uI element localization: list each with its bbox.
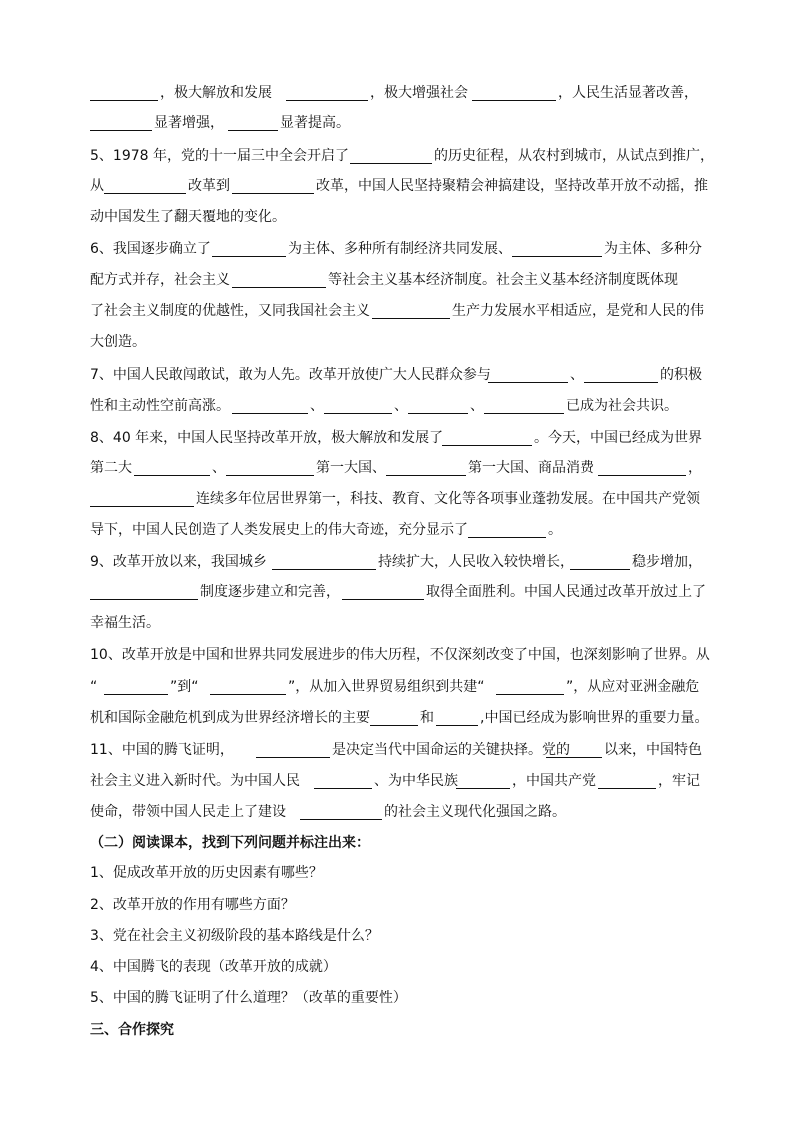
text-segment: 3、党在社会主义初级阶段的基本路线是什么？ xyxy=(90,928,379,944)
fill-in-blank[interactable] xyxy=(324,413,392,414)
text-segment: ,中国已经成为影响世界的重要力量。 xyxy=(480,710,709,726)
fill-in-blank[interactable] xyxy=(104,694,168,695)
text-segment: 、 xyxy=(394,398,408,414)
fill-in-blank[interactable] xyxy=(134,475,210,476)
text-segment: 稳步增加， xyxy=(632,554,702,570)
fill-in-blank[interactable] xyxy=(232,193,314,194)
fill-in-blank[interactable] xyxy=(212,256,286,257)
fill-in-blank[interactable] xyxy=(256,757,330,758)
fill-in-blank[interactable] xyxy=(512,256,602,257)
text-segment: 。今天，中国已经成为世界 xyxy=(534,430,702,446)
text-segment: 的历史征程，从农村到城市，从试点到推广， xyxy=(434,148,714,164)
text-segment: 的积极 xyxy=(660,367,702,383)
text-segment: 5、1978 年，党的十一届三中全会开启了 xyxy=(90,148,349,164)
fill-in-blank[interactable] xyxy=(598,788,656,789)
text-segment: 8、40 年来，中国人民坚持改革开放，极大解放和发展了 xyxy=(90,430,444,446)
text-segment: 显著提高。 xyxy=(280,115,350,131)
text-segment: “ xyxy=(90,679,98,695)
text-segment: 是决定当代中国命运的关键抉择。党的 xyxy=(332,742,570,758)
text-segment: 幸福生活。 xyxy=(90,615,160,631)
text-segment: 制度逐步建立和完善， xyxy=(200,584,340,600)
fill-in-blank[interactable] xyxy=(104,193,186,194)
fill-in-blank[interactable] xyxy=(272,569,376,570)
text-segment: ， xyxy=(688,460,702,476)
text-segment: 已成为社会共识。 xyxy=(566,398,678,414)
text-segment: 显著增强， xyxy=(154,115,224,131)
text-segment: 生产力发展水平相适应，是党和人民的伟 xyxy=(452,303,704,319)
text-segment: 取得全面胜利。中国人民通过改革开放过上了 xyxy=(426,584,706,600)
text-segment: 、 xyxy=(212,460,226,476)
text-segment: 4、中国腾飞的表现（改革开放的成就） xyxy=(90,959,337,975)
text-segment: 等社会主义基本经济制度。社会主义基本经济制度既体现 xyxy=(328,272,678,288)
fill-in-blank[interactable] xyxy=(456,788,510,789)
fill-in-blank[interactable] xyxy=(472,100,556,101)
text-segment: 使命，带领中国人民走上了建设 xyxy=(90,804,286,820)
text-segment: 第二大 xyxy=(90,460,132,476)
fill-in-blank[interactable] xyxy=(584,382,658,383)
fill-in-blank[interactable] xyxy=(370,725,418,726)
text-segment: 、为中华民族 xyxy=(374,773,458,789)
fill-in-blank[interactable] xyxy=(350,163,432,164)
text-segment: 。 xyxy=(548,522,562,538)
text-segment: ”，从加入世界贸易组织到共建“ xyxy=(288,679,485,695)
fill-in-blank[interactable] xyxy=(90,506,194,507)
text-segment: 第一大国、商品消费 xyxy=(468,460,594,476)
text-segment: 2、改革开放的作用有哪些方面？ xyxy=(90,897,295,913)
fill-in-blank[interactable] xyxy=(484,413,564,414)
fill-in-blank[interactable] xyxy=(232,287,326,288)
fill-in-blank[interactable] xyxy=(232,413,308,414)
text-segment: 连续多年位居世界第一，科技、教育、文化等各项事业蓬勃发展。在中国共产党领 xyxy=(196,491,700,507)
text-segment: ，极大解放和发展 xyxy=(160,85,272,101)
fill-in-blank[interactable] xyxy=(90,130,152,131)
text-segment: 从 xyxy=(90,178,104,194)
text-segment: 、 xyxy=(310,398,324,414)
text-segment: 动中国发生了翻天覆地的变化。 xyxy=(90,209,286,225)
text-segment: 为主体、多种分 xyxy=(604,241,702,257)
text-segment: ”到“ xyxy=(170,679,199,695)
fill-in-blank[interactable] xyxy=(226,475,314,476)
fill-in-blank[interactable] xyxy=(442,445,532,446)
text-segment: 三、合作探究 xyxy=(90,1022,174,1038)
fill-in-blank[interactable] xyxy=(210,694,286,695)
text-segment: 1、促成改革开放的历史因素有哪些？ xyxy=(90,865,323,881)
text-segment: 6、我国逐步确立了 xyxy=(90,241,211,257)
fill-in-blank[interactable] xyxy=(286,100,368,101)
fill-in-blank[interactable] xyxy=(342,599,424,600)
fill-in-blank[interactable] xyxy=(436,725,478,726)
text-segment: 大创造。 xyxy=(90,334,146,350)
text-segment: 改革到 xyxy=(188,178,230,194)
fill-in-blank[interactable] xyxy=(598,475,686,476)
text-segment: 社会主义进入新时代。为中国人民 xyxy=(90,773,300,789)
fill-in-blank[interactable] xyxy=(300,819,382,820)
text-segment: 11、中国的腾飞证明， xyxy=(90,742,234,758)
text-segment: 性和主动性空前高涨。 xyxy=(90,398,230,414)
text-segment: ，中国共产党 xyxy=(512,773,596,789)
fill-in-blank[interactable] xyxy=(228,130,278,131)
text-segment: （二）阅读课本，找到下列问题并标注出来： xyxy=(90,835,370,851)
text-segment: 和 xyxy=(420,710,434,726)
fill-in-blank[interactable] xyxy=(90,599,198,600)
text-segment: 5、中国的腾飞证明了什么道理？（改革的重要性） xyxy=(90,990,407,1006)
text-segment: 的社会主义现代化强国之路。 xyxy=(384,804,566,820)
fill-in-blank[interactable] xyxy=(386,475,466,476)
fill-in-blank[interactable] xyxy=(496,694,564,695)
fill-in-blank[interactable] xyxy=(314,788,372,789)
text-segment: 配方式并存，社会主义 xyxy=(90,272,230,288)
fill-in-blank[interactable] xyxy=(468,537,546,538)
text-segment: 持续扩大，人民收入较快增长， xyxy=(378,554,574,570)
text-segment: 7、中国人民敢闯敢试，敢为人先。改革开放使广大人民群众参与 xyxy=(90,367,491,383)
text-segment: ，人民生活显著改善， xyxy=(558,85,698,101)
text-segment: 9、改革开放以来，我国城乡 xyxy=(90,554,267,570)
text-segment: 了社会主义制度的优越性，又同我国社会主义 xyxy=(90,303,370,319)
text-segment: 导下，中国人民创造了人类发展史上的伟大奇迹，充分显示了 xyxy=(90,522,468,538)
text-segment: 改革，中国人民坚持聚精会神搞建设，坚持改革开放不动摇，推 xyxy=(316,178,708,194)
text-segment: 第一大国、 xyxy=(316,460,386,476)
text-segment: ”，从应对亚洲金融危 xyxy=(566,679,700,695)
text-segment: 以来，中国特色 xyxy=(604,742,702,758)
fill-in-blank[interactable] xyxy=(488,382,568,383)
text-segment: ，牢记 xyxy=(658,773,700,789)
fill-in-blank[interactable] xyxy=(408,413,468,414)
text-segment: 、 xyxy=(570,367,584,383)
text-segment: 10、改革开放是中国和世界共同发展进步的伟大历程，不仅深刻改变了中国，也深刻影响了世界。从 xyxy=(90,647,710,663)
text-segment: ，极大增强社会 xyxy=(370,85,468,101)
text-segment: 、 xyxy=(470,398,484,414)
text-segment: 为主体、多种所有制经济共同发展、 xyxy=(288,241,512,257)
fill-in-blank[interactable] xyxy=(570,569,630,570)
fill-in-blank[interactable] xyxy=(90,100,158,101)
fill-in-blank[interactable] xyxy=(372,318,450,319)
text-segment: 机和国际金融危机到成为世界经济增长的主要 xyxy=(90,710,370,726)
